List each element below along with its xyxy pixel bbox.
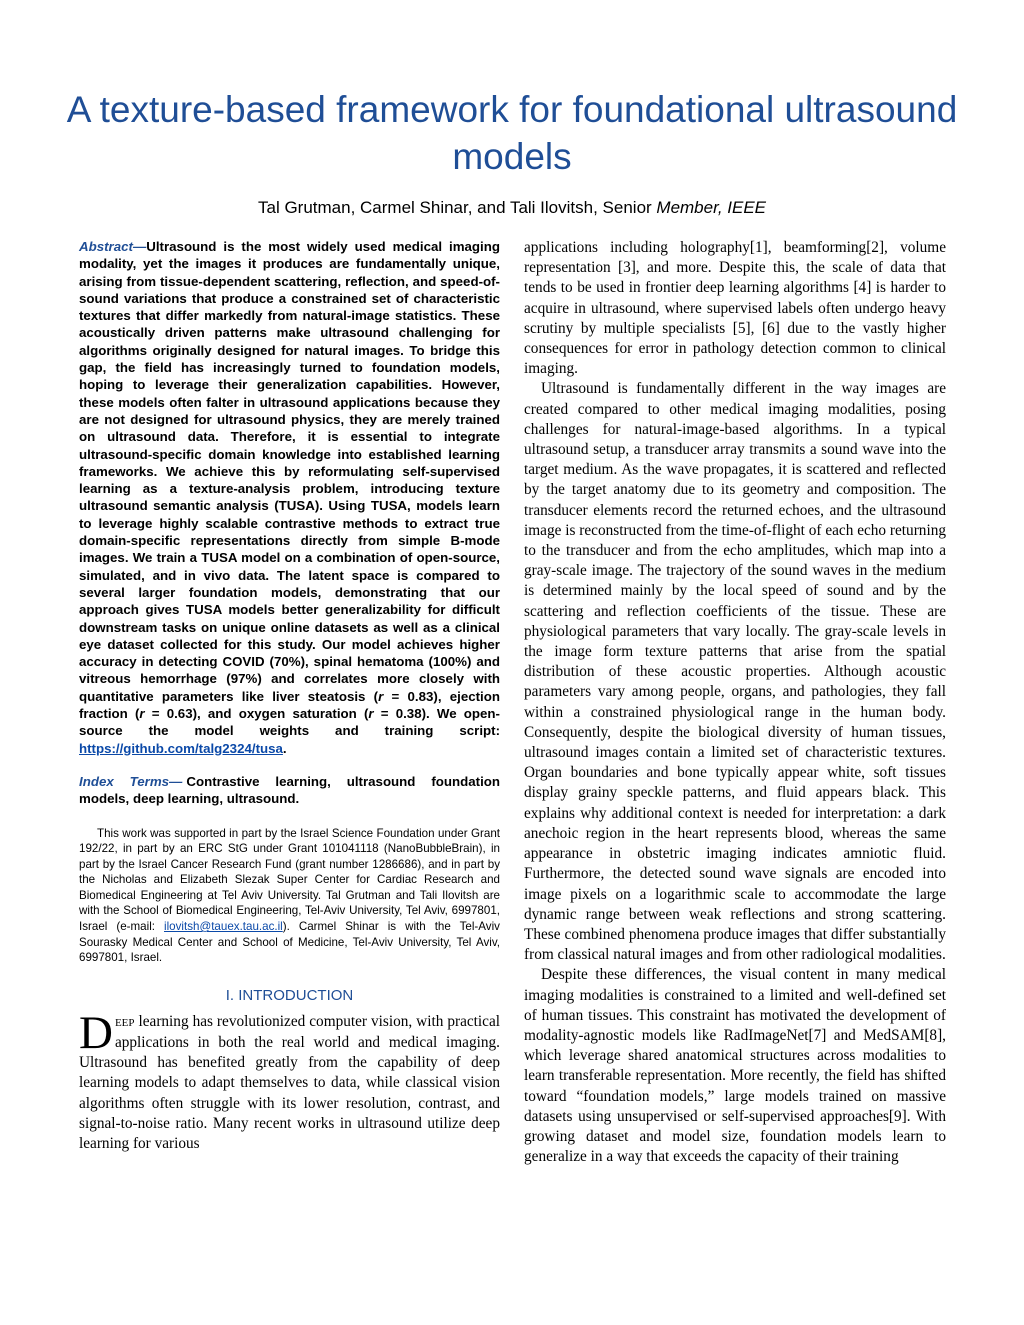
footnote-text-b: ). Carmel Shinar is with the Tel-Aviv Sourasky Medical Center and School of Medicine, Tel-Aviv University, Tel Aviv, 6997801, Israel. bbox=[79, 920, 500, 965]
left-column bbox=[79, 238, 500, 1154]
author-membership: Member, IEEE bbox=[656, 198, 767, 217]
index-terms-text: Contrastive learning, ultrasound foundation models, deep learning, ultrasound. bbox=[79, 773, 501, 807]
abstract-text-d: = 0.38). We open-source the model weights and training script: bbox=[79, 706, 500, 739]
r-symbol: r bbox=[139, 706, 145, 722]
intro-paragraph-1 bbox=[79, 1006, 500, 1154]
footnote bbox=[79, 826, 500, 966]
github-link[interactable]: https://github.com/talg2324/tusa bbox=[79, 740, 283, 756]
abstract-text-b: = 0.83), ejection fraction ( bbox=[79, 688, 500, 722]
intro-paragraph-1-continued: applications including holography[1], beamforming[2], volume representation [3], and more. Despite this, the scale of data that tends to be used in frontier deep learning algorithms [4] is harder to acquire in ultrasound, where supervised labels often undergo heavy scrutiny by multiple specialists [5], [6] due to the vastly higher consequences for error in pathology detection common to clinical imaging. bbox=[524, 239, 946, 378]
section-heading-introduction: I. INTRODUCTION bbox=[225, 986, 354, 1004]
authors: Tal Grutman, Carmel Shinar, and Tali Ilovitsh, Senior bbox=[257, 198, 657, 217]
abstract-text: Ultrasound is the most widely used medical imaging modality, yet the images it produces are fundamentally unique, arising from tissue-dependent scattering, reflection, and speed-of-sound variations that produce a constrained set of characteristic textures that differ markedly from natural-image statistics. These acoustically driven patterns make ultrasound challenging for algorithms originally designed for natural images. To bridge this gap, the field has increasingly turned to foundation models, hoping to leverage their generalization capabilities. However, these models often falter in ultrasound applications because they are not designed for ultrasound physics, they are merely trained on ultrasound data. Therefore, it is essential to integrate ultrasound-specific domain knowledge into established learning frameworks. We achieve this by reformulating self-supervised learning as a texture-analysis problem, introducing texture ultrasound semantic analysis (TUSA). Using TUSA, models learn to leverage highly scalable contrastive methods to extract true domain-specific representations directly from simple B-mode images. We train a TUSA model on a combination of open-source, simulated, and in vivo data. The latent space is compared to several larger foundation models, demonstrating that our approach gives TUSA models better generalizability for difficult downstream tasks on unique online datasets as well as a clinical eye dataset collected for this study. Our model achieves higher accuracy in detecting COVID (70%), spinal hematoma (100%) and vitreous hemorrhage (97%) and correlates more closely with quantitative parameters like liver steatosis ( bbox=[79, 239, 500, 704]
email-link[interactable]: ilovitsh@tauex.tau.ac.il bbox=[164, 920, 283, 934]
r-symbol: r bbox=[378, 688, 384, 704]
right-column bbox=[524, 238, 946, 1167]
author-line bbox=[60, 198, 964, 218]
abstract bbox=[79, 238, 500, 757]
r-symbol: r bbox=[368, 706, 374, 722]
abstract-end: . bbox=[282, 740, 287, 756]
intro-paragraph-3: Despite these differences, the visual content in many medical imaging modalities is constrained to a limited and well-defined set of human tissues. This constraint has motivated the development of modality-agnostic models like RadImageNet[7] and MedSAM[8], which leverage shared anatomical structures across modalities to learn transferable representation. More recently, the field has shifted toward “foundation models,” large models trained on massive datasets using unsupervised or self-supervised approaches[9]. With growing dataset and model size, foundation models learn to generalize in a way that exceeds the capacity of their training bbox=[524, 966, 946, 1166]
index-terms-label: Index Terms— bbox=[79, 773, 183, 789]
intro-paragraph-2: Ultrasound is fundamentally different in the way images are created compared to other medical imaging modalities, posing challenges for natural-image-based algorithms. In a typical ultrasound setup, a transducer array transmits a sound wave into the target medium. As the wave propagates, it is scattered and reflected by the target anatomy due to its geometry and composition. The transducer elements record the returned echoes, and the ultrasound image is reconstructed from the time-of-flight of each echo returning to the transducer and from the echo amplitudes, which map into a gray-scale image. The trajectory of the sound waves in the medium is determined mainly by the local speed of sound and by the scattering and reflection coefficients of the tissue. These are physiological parameters that vary locally. The gray-scale levels in the image form texture patterns that arise from the spatial distribution of these acoustic properties. Although acoustic parameters vary among people, organs, and pathologies, they fall within a constrained physiological range in the human body. Consequently, despite the biological diversity of human tissues, ultrasound images contain a limited set of characteristic textures. Organ boundaries and bone typically appear white, soft tissues display grainy speckle patterns, and fluid appears black. This explains why additional context is needed for interpretation: a dark anechoic region in the heart represents blood, whereas the same appearance in obstetric imaging indicates amniotic fluid. Furthermore, the detected sound wave signals are encoded into image pixels on a logarithmic scale to accommodate the large dynamic range between weak reflections and strong scattering. These combined phenomena produce images that differ substantially from classical natural images and from other radiological modalities. bbox=[524, 380, 946, 964]
index-terms bbox=[79, 773, 500, 808]
drop-cap: D bbox=[79, 1006, 113, 1059]
abstract-text-c: = 0.63), and oxygen saturation ( bbox=[144, 706, 369, 722]
intro-text-1: learning has revolutionized computer vision, with practical applications in both the real world and medical imaging. Ultrasound has benefited greatly from the capability of deep learning models to adapt themselves to data, while classical vision algorithms often struggle with its lower resolution, contrast, and signal-to-noise ratio. Many recent works in ultrasound utilize deep learning for various bbox=[79, 1012, 500, 1153]
paper-title: A texture-based framework for foundational ultrasound models bbox=[66, 89, 958, 177]
footnote-text-a: This work was supported in part by the Israel Science Foundation under Grant 192/22, in part by an ERC StG under Grant 101041118 (NanoBubbleBrain), in part by the Israel Cancer Research Fund (grant number 1286686), and in part by the Nicholas and Elizabeth Slezak Super Center for Cardiac Research and Biomedical Engineering at Tel Aviv University. Tal Grutman and Tali Ilovitsh are with the School of Biomedical Engineering, Tel-Aviv University, Tel Aviv, 6997801, Israel (e-mail: bbox=[79, 826, 500, 934]
small-caps: EEP bbox=[114, 1016, 135, 1029]
abstract-label: Abstract— bbox=[79, 239, 147, 254]
